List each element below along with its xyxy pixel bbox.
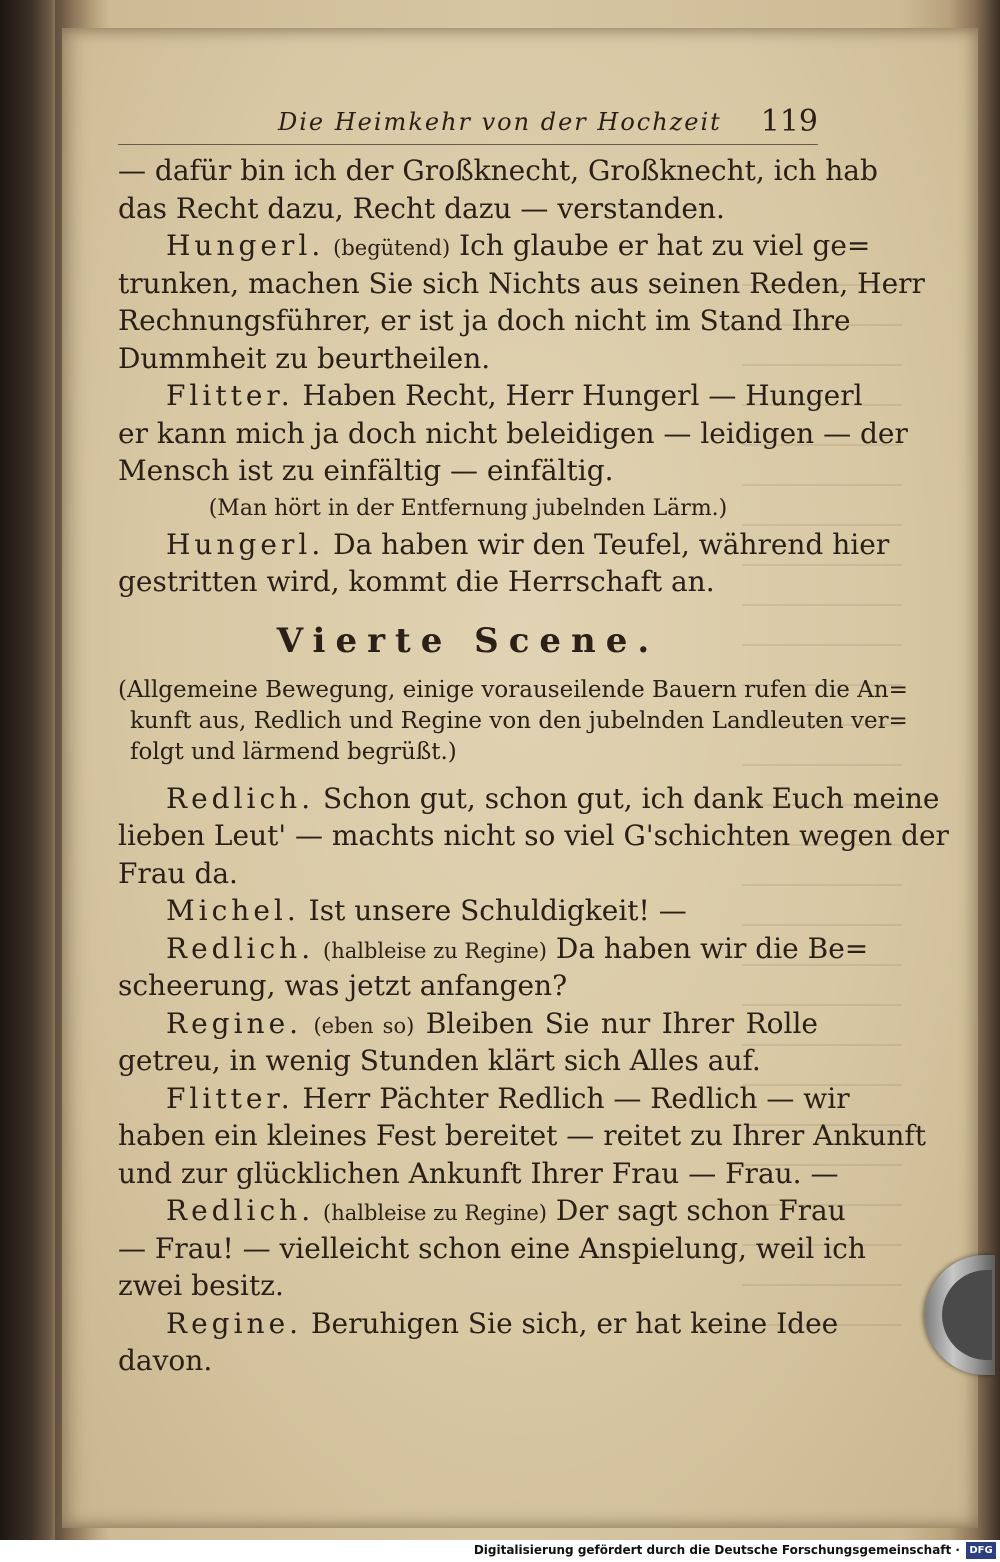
speech-redlich-3 — [118, 1192, 866, 1305]
text-line: zwei besitz. — [118, 1269, 284, 1302]
text-line: Mensch ist zu einfältig — einfältig. — [118, 454, 614, 487]
text-line: Frau da. — [118, 856, 238, 890]
text-line: — dafür bin ich der Großknecht, Großknecht, ich hab — [118, 154, 878, 187]
speech-text: Haben Recht, Herr Hungerl — Hungerl — [302, 379, 863, 412]
paragraph-1 — [118, 152, 878, 227]
direction-line: (Allgemeine Bewegung, einige vorauseilende Bauern rufen die An= — [118, 676, 908, 703]
text-line: Rechnungsführer, er ist ja doch nicht im Stand Ihre — [118, 304, 851, 337]
speaker-name: Regine. — [166, 1306, 303, 1340]
speech-flitter-1 — [118, 377, 908, 490]
speaker-name: Flitter. — [166, 1081, 294, 1115]
speech-text: Der sagt schon Frau — [555, 1194, 846, 1227]
running-head — [118, 104, 818, 152]
text-line: trunken, machen Sie sich Nichts aus seinen Reden, Herr — [118, 266, 925, 300]
speech-first-line — [118, 1005, 818, 1043]
speech-hungerl-2 — [118, 526, 890, 601]
text-line: haben ein kleines Fest bereitet — reitet zu Ihrer Ankunft — [118, 1119, 927, 1152]
speech-text: Beruhigen Sie sich, er hat keine Idee — [310, 1306, 839, 1340]
facing-page-edge — [0, 0, 55, 1540]
speech-text: Ist unsere Schuldigkeit! — — [308, 894, 687, 927]
speech-first-line — [118, 1192, 846, 1230]
stage-direction-centered: (Man hört in der Entfernung jubelnden Lärm.) — [208, 495, 728, 521]
running-title: Die Heimkehr von der Hochzeit — [278, 108, 722, 136]
speech-redlich-2 — [118, 930, 869, 1005]
speaker-name: Flitter. — [166, 379, 294, 412]
text-line: gestritten wird, kommt die Herrschaft an. — [118, 565, 715, 598]
speaker-name: Michel. — [166, 894, 300, 927]
speech-first-line — [118, 1305, 839, 1343]
stage-direction: (eben so) — [313, 1013, 415, 1038]
speech-regine-2 — [118, 1305, 839, 1380]
speaker-name: Redlich. — [166, 931, 315, 965]
speech-first-line — [118, 377, 863, 415]
speech-first-line — [118, 892, 818, 930]
dfg-logo: DFG — [966, 1542, 996, 1559]
text-line: Dummheit zu beurtheilen. — [118, 341, 491, 375]
speech-flitter-2 — [118, 1080, 927, 1193]
speech-text: Bleiben Sie nur Ihrer Rolle — [425, 1006, 818, 1040]
text-line: davon. — [118, 1344, 213, 1377]
speech-first-line — [118, 930, 869, 968]
speaker-name: Regine. — [166, 1006, 303, 1040]
footer-credit: Digitalisierung gefördert durch die Deutsche Forschungsgemeinschaft · — [473, 1543, 960, 1557]
direction-line: kunft aus, Redlich und Regine von den jubelnden Landleuten ver= — [130, 707, 908, 734]
scene-heading: Vierte Scene. — [276, 620, 660, 661]
speaker-name: Redlich. — [166, 781, 315, 815]
stage-direction: (halbleise zu Regine) — [323, 1201, 547, 1225]
speech-text: Schon gut, schon gut, ich dank Euch meine — [323, 781, 940, 815]
page-content — [118, 104, 949, 1380]
speech-regine-1 — [118, 1005, 818, 1080]
speech-first-line — [118, 227, 871, 265]
text-line: getreu, in wenig Stunden klärt sich Alles auf. — [118, 1044, 761, 1077]
stage-direction: (halbleise zu Regine) — [323, 938, 547, 963]
speaker-name: Hungerl. — [166, 229, 325, 262]
speaker-name: Redlich. — [166, 1194, 315, 1227]
scene-stage-direction — [118, 675, 908, 768]
spacer — [118, 768, 818, 780]
speech-hungerl-1 — [118, 227, 925, 377]
text-line: und zur glücklichen Ankunft Ihrer Frau — Frau. — — [118, 1156, 839, 1190]
speech-text: Ich glaube er hat zu viel ge= — [459, 229, 871, 262]
text-line: lieben Leut' — machts nicht so viel G'schichten wegen der — [118, 819, 949, 852]
digitization-footer — [0, 1540, 1000, 1562]
speaker-name: Hungerl. — [166, 527, 325, 561]
speech-first-line — [118, 526, 890, 564]
speech-text: Herr Pächter Redlich — Redlich — wir — [302, 1081, 850, 1115]
stage-direction: (begütend) — [333, 236, 451, 260]
speech-text: Da haben wir die Be= — [555, 931, 869, 965]
header-rule — [118, 144, 818, 145]
page-number: 119 — [760, 104, 818, 139]
text-line: er kann mich ja doch nicht beleidigen — leidigen — der — [118, 416, 908, 450]
speech-first-line — [118, 1080, 850, 1118]
speech-first-line — [118, 780, 940, 818]
speech-michel — [118, 892, 818, 930]
text-line: — Frau! — vielleicht schon eine Anspielung, weil ich — [118, 1231, 866, 1265]
speech-text: Da haben wir den Teufel, während hier — [333, 527, 890, 561]
direction-line: folgt und lärmend begrüßt.) — [130, 738, 457, 765]
text-line: das Recht dazu, Recht dazu — verstanden. — [118, 191, 725, 225]
text-line: scheerung, was jetzt anfangen? — [118, 969, 568, 1002]
speech-redlich-1 — [118, 780, 949, 893]
